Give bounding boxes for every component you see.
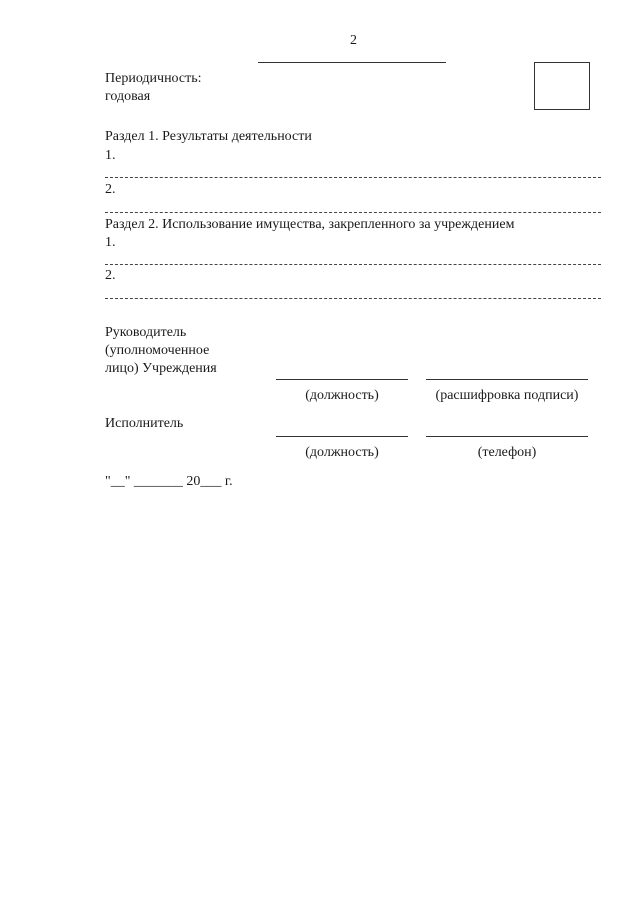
section2-line-1: [105, 264, 601, 265]
header-underline: [258, 62, 446, 63]
section1-line-1: [105, 177, 601, 178]
executor-label: Исполнитель: [105, 416, 184, 431]
section1-item-1: 1.: [105, 148, 116, 163]
periodicity-label: Периодичность:: [105, 71, 202, 86]
executor-phone-caption: (телефон): [477, 445, 537, 460]
executor-position-caption: (должность): [305, 445, 379, 460]
section2-item-2: 2.: [105, 268, 116, 283]
head-line-1: Руководитель: [105, 325, 187, 340]
section1-line-2: [105, 212, 601, 213]
head-line-3: лицо) Учреждения: [105, 361, 217, 376]
code-box: [534, 62, 590, 110]
head-signature-caption: (расшифровка подписи): [435, 388, 579, 403]
section1-title: Раздел 1. Результаты деятельности: [105, 129, 312, 144]
head-line-2: (уполномоченное: [105, 343, 210, 358]
section2-line-2: [105, 298, 601, 299]
periodicity-value: годовая: [105, 89, 151, 104]
head-position-line: [276, 379, 408, 380]
page-number: 2: [350, 33, 357, 48]
head-signature-line: [426, 379, 588, 380]
section2-title: Раздел 2. Использование имущества, закрепленного за учреждением: [105, 217, 515, 232]
section1-item-2: 2.: [105, 182, 116, 197]
head-position-caption: (должность): [305, 388, 379, 403]
executor-position-line: [276, 436, 408, 437]
section2-item-1: 1.: [105, 235, 116, 250]
executor-phone-line: [426, 436, 588, 437]
date-line: "__" _______ 20___ г.: [105, 474, 233, 489]
